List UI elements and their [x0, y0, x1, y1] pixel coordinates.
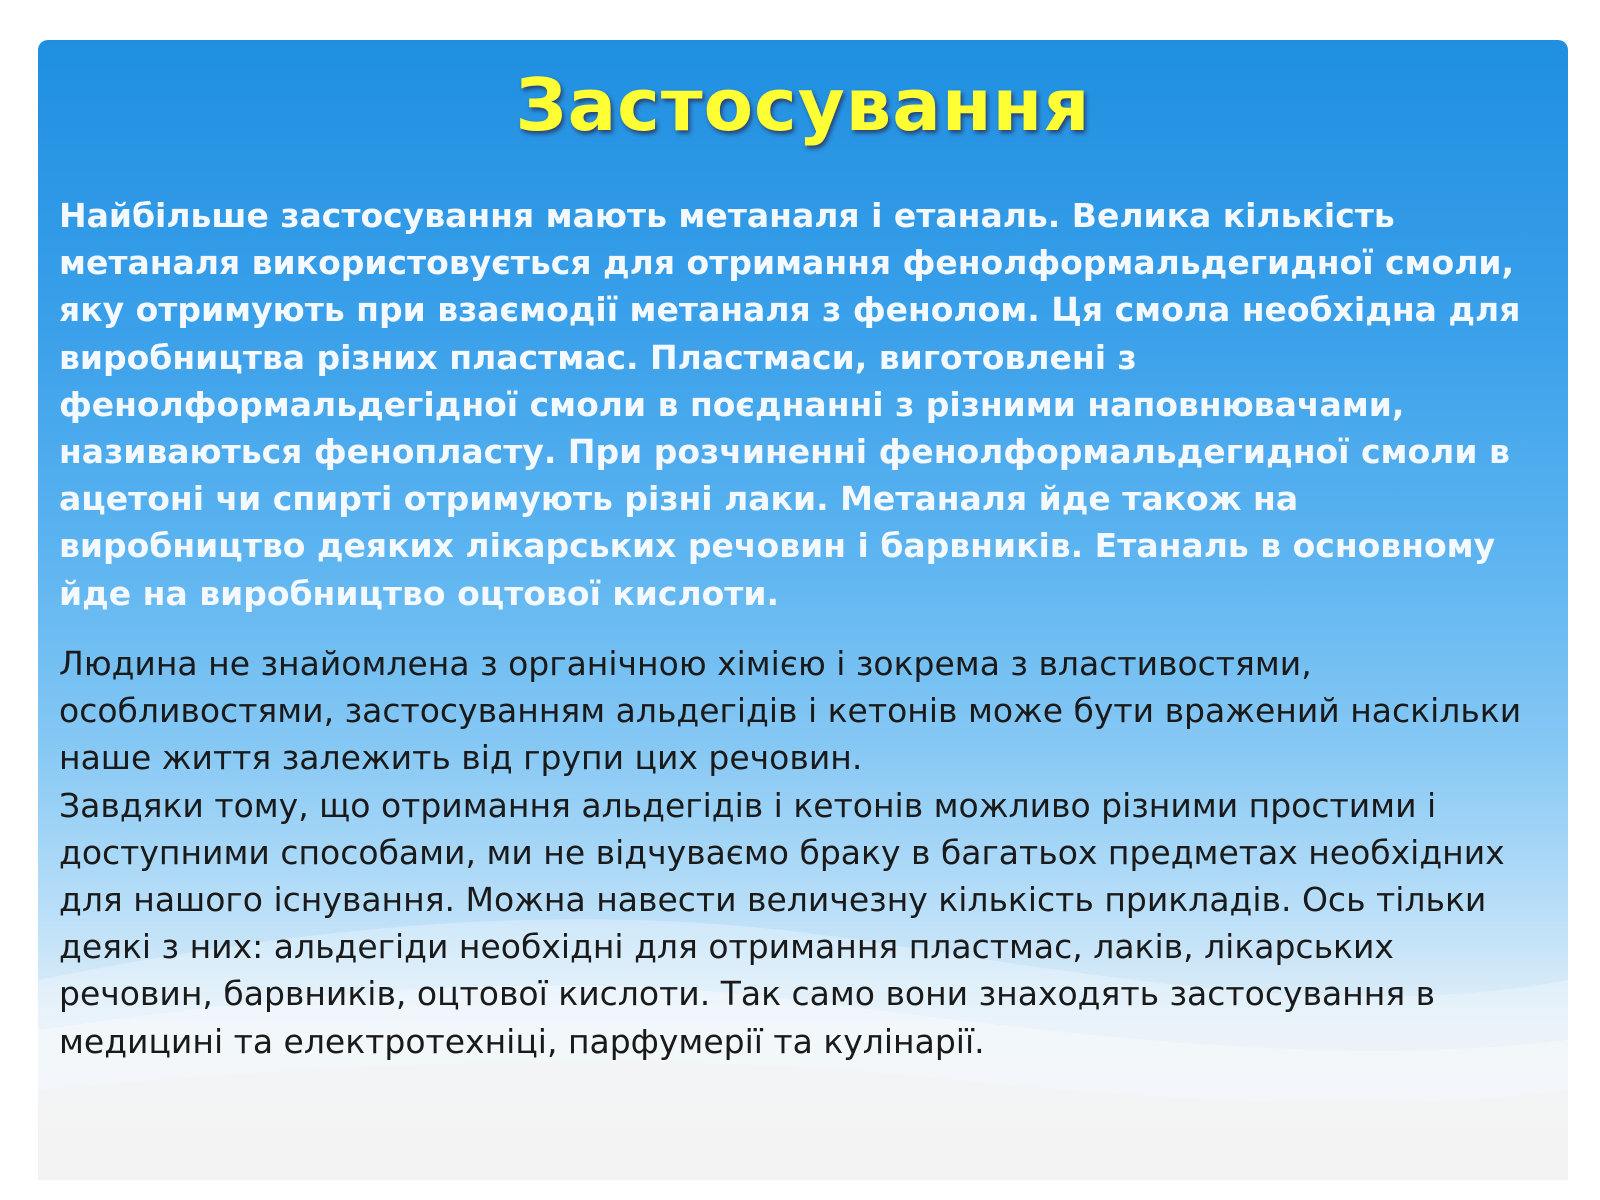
paragraph-usage: Найбільше застосування мають метаналя і етаналь. Велика кількість метаналя використовується для отримання фенолформальдегидної смоли, яку отримують при взаємодії метаналя з фенолом. Ця смола необхідна для виробництва різних пластмас. Пластмаси, виготовлені з фенолформальдегідної смоли в поєднанні з різними наповнювачами, називаються фенопласту. При розчиненні фенолформальдегидної смоли в ацетоні чи спирті отримують різні лаки. Метаналя йде також на виробництво деяких лікарських речовин і барвників. Етаналь в основному йде на виробництво оцтової кислоти.: [59, 196, 1521, 613]
paragraph-significance-intro: Людина не знайомлена з органічною хімією і зокрема з властивостями, особливостями, застосуванням альдегідів і кетонів може бути вражений наскільки наше життя залежить від групи цих речовин.: [59, 644, 1522, 778]
paragraph-significance-examples: Завдяки тому, що отримання альдегідів і кетонів можливо різними простими і доступними способами, ми не відчуваємо браку в багатьох предметах необхідних для нашого існування. Можна навести величезну кількість прикладів. Ось тільки деякі з них: альдегіди необхідні для отримання пластмас, лаків, лікарських речовин, барвників, оцтової кислоти. Так само вони знаходять застосування в медицині та електротехніці, парфумерії та кулінарії.: [59, 785, 1505, 1061]
paragraph-significance: [59, 640, 1549, 1065]
slide-title: Застосування: [515, 63, 1091, 147]
slide: [38, 40, 1568, 1180]
